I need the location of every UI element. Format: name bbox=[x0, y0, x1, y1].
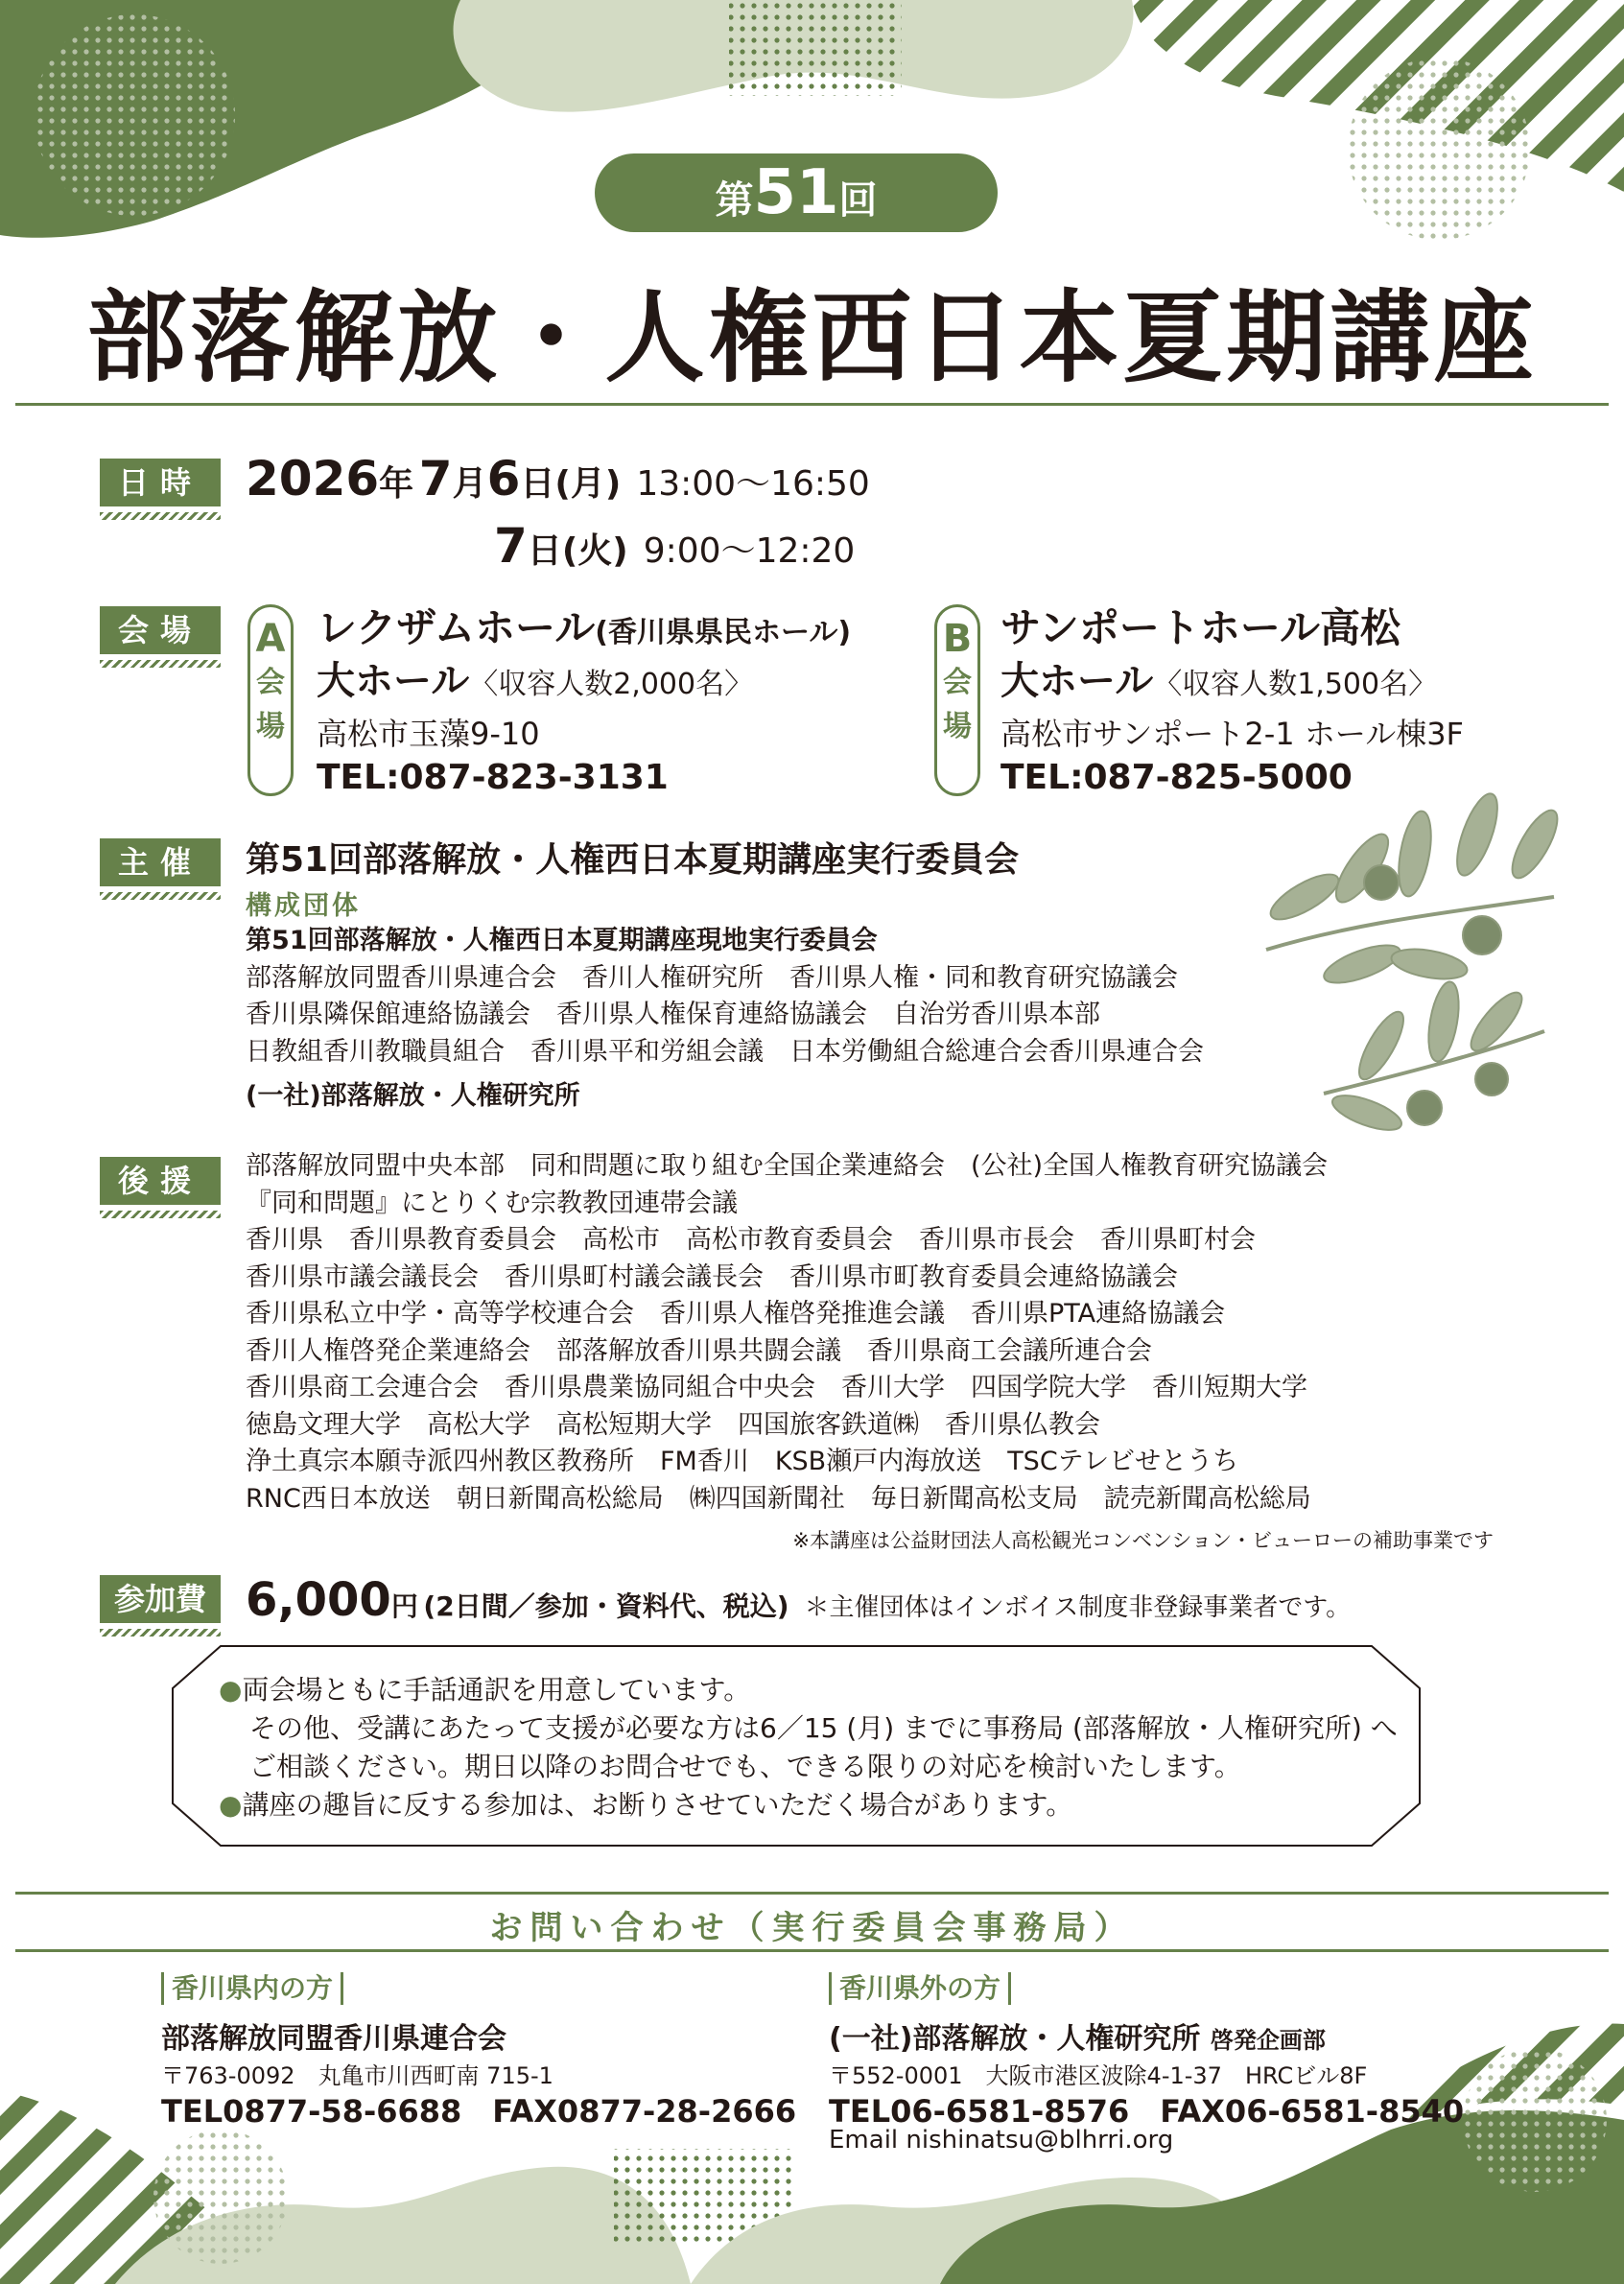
subsidy-note: ※本講座は公益財団法人高松観光コンベンション・ビューローの補助事業です bbox=[792, 1529, 1494, 1552]
bullet-icon: ● bbox=[219, 1789, 243, 1821]
venue-b-address: 高松市サンポート2-1 ホール棟3F bbox=[1000, 716, 1464, 752]
support-list bbox=[246, 1148, 1328, 1518]
venue-a-name-main: レクザムホール bbox=[317, 604, 596, 651]
dots-bottom-left bbox=[153, 2130, 288, 2264]
schedule-month: 7 bbox=[418, 451, 453, 506]
support-line: 香川県商工会連合会 香川県農業協同組合中央会 香川大学 四国学院大学 香川短期大学 bbox=[246, 1373, 1307, 1402]
host-title: 第51回部落解放・人権西日本夏期講座実行委員会 bbox=[246, 840, 1020, 880]
venue-b-capacity: 〈収容人数1,500名〉 bbox=[1153, 668, 1438, 701]
contact-top-rule bbox=[15, 1892, 1609, 1895]
schedule-year: 2026 bbox=[246, 451, 380, 506]
venue-a-letter: A bbox=[255, 617, 286, 661]
notice-line3: ご相談ください。期日以降のお問合せでも、できる限りの対応を検討いたします。 bbox=[249, 1751, 1241, 1782]
venue-a-hall bbox=[317, 650, 753, 705]
dots-top-left bbox=[34, 14, 235, 216]
support-label: 後援 bbox=[100, 1157, 221, 1205]
dots-bottom-right bbox=[1463, 2048, 1607, 2192]
venue-a-name-sub: (香川県県民ホール) bbox=[595, 616, 852, 649]
venue-label: 会場 bbox=[100, 606, 221, 654]
email-outside[interactable]: Email nishinatsu@blhrri.org bbox=[829, 2126, 1174, 2154]
address-inside: 〒763-0092 丸亀市川西町南 715-1 bbox=[161, 2062, 553, 2089]
schedule-day2-time: 9:00～12:20 bbox=[643, 531, 856, 571]
support-line: 香川人権啓発企業連絡会 部落解放香川県共闘会議 香川県商工会議所連合会 bbox=[246, 1335, 1152, 1366]
venue-a-char1: 会 bbox=[256, 666, 285, 699]
host-members-list bbox=[246, 923, 1204, 1116]
venue-a-badge bbox=[247, 604, 294, 796]
fee-note: ＊主催団体はインボイス制度非登録事業者です。 bbox=[804, 1593, 1352, 1622]
notice-line4: 講座の趣旨に反する参加は、お断りさせていただく場合があります。 bbox=[242, 1789, 1073, 1821]
venue-b-char1: 会 bbox=[943, 666, 972, 699]
venue-a-name bbox=[317, 597, 851, 654]
edition-number: 51 bbox=[753, 157, 839, 228]
fee-label: 参加費 bbox=[100, 1575, 221, 1623]
org-inside: 部落解放同盟香川県連合会 bbox=[161, 2022, 506, 2056]
contact-heading: お問い合わせ（実行委員会事務局） bbox=[489, 1909, 1135, 1947]
venue-b-char2: 場 bbox=[943, 710, 972, 743]
support-line: 徳島文理大学 高松大学 高松短期大学 四国旅客鉄道㈱ 香川県仏教会 bbox=[246, 1409, 1100, 1440]
org-outside-name: (一社)部落解放・人権研究所 bbox=[829, 2022, 1201, 2056]
notice-text bbox=[219, 1671, 1398, 1825]
olive-branch-illustration bbox=[1264, 789, 1565, 1138]
venue-b-hall bbox=[1000, 650, 1437, 705]
org-outside-dept: 啓発企画部 bbox=[1210, 2027, 1326, 2054]
institute-name: (一社)部落解放・人権研究所 bbox=[246, 1081, 580, 1111]
members-heading: 構成団体 bbox=[246, 891, 361, 921]
schedule-day2-day: 7 bbox=[494, 518, 528, 574]
venue-b-letter: B bbox=[942, 617, 973, 661]
telfax-outside: TEL06-6581-8576 FAX06-6581-8540 bbox=[829, 2093, 1465, 2130]
edition-suffix: 回 bbox=[838, 178, 878, 223]
bullet-icon: ● bbox=[219, 1674, 243, 1706]
member-line: 部落解放同盟香川県連合会 香川人権研究所 香川県人権・同和教育研究協議会 bbox=[246, 962, 1178, 993]
support-line: 部落解放同盟中央本部 同和問題に取り組む全国企業連絡会 (公社)全国人権教育研究協議会 bbox=[246, 1151, 1329, 1181]
schedule-day1-weekday: (月) bbox=[554, 464, 622, 504]
schedule-label: 日時 bbox=[100, 459, 221, 506]
schedule-day1-unit: 日 bbox=[520, 464, 555, 504]
member-line: 日教組香川教職員組合 香川県平和労組会議 日本労働組合総連合会香川県連合会 bbox=[246, 1036, 1204, 1067]
schedule-day1-time: 13:00～16:50 bbox=[636, 464, 870, 504]
support-line: 香川県市議会議長会 香川県町村議会議長会 香川県市町教育委員会連絡協議会 bbox=[246, 1261, 1178, 1292]
schedule-day1 bbox=[246, 451, 870, 506]
schedule-month-unit: 月 bbox=[452, 464, 487, 504]
contact-bottom-rule bbox=[15, 1949, 1609, 1952]
title-divider bbox=[15, 403, 1609, 406]
dots-top-middle bbox=[729, 0, 902, 96]
edition-badge bbox=[595, 153, 998, 232]
venue-b-tel: TEL:087-825-5000 bbox=[1000, 758, 1353, 797]
support-line: 浄土真宗本願寺派四州教区教務所 FM香川 KSB瀬戸内海放送 TSCテレビせとうち bbox=[246, 1447, 1239, 1476]
schedule-day2 bbox=[494, 518, 855, 574]
local-committee: 第51回部落解放・人権西日本夏期講座現地実行委員会 bbox=[246, 926, 878, 955]
region-outside: 香川県外の方 bbox=[829, 1972, 1011, 2005]
venue-a-tel: TEL:087-823-3131 bbox=[317, 758, 669, 797]
fee-detail: (2日間／参加・資料代、税込) bbox=[423, 1590, 789, 1622]
page-title: 部落解放・人権西日本夏期講座 bbox=[86, 279, 1538, 396]
venue-a-address: 高松市玉藻9-10 bbox=[317, 716, 540, 752]
support-line: 『同和問題』にとりくむ宗教教団連帯会議 bbox=[246, 1188, 738, 1218]
dots-top-right bbox=[1348, 58, 1530, 240]
telfax-inside: TEL0877-58-6688 FAX0877-28-2666 bbox=[161, 2093, 797, 2130]
schedule-day2-unit: 日 bbox=[527, 531, 562, 571]
fee-unit: 円 bbox=[390, 1590, 418, 1622]
member-line: 香川県隣保館連絡協議会 香川県人権保育連絡協議会 自治労香川県本部 bbox=[246, 1000, 1100, 1029]
host-label: 主催 bbox=[100, 838, 221, 886]
venue-a-char2: 場 bbox=[256, 710, 285, 743]
fee-info bbox=[246, 1573, 1351, 1627]
org-outside bbox=[829, 2014, 1326, 2057]
address-outside: 〒552-0001 大阪市港区波除4-1-37 HRCビル8F bbox=[829, 2062, 1368, 2089]
schedule-day2-weekday: (火) bbox=[561, 531, 628, 571]
venue-b-badge bbox=[934, 604, 980, 796]
venue-a-capacity: 〈収容人数2,000名〉 bbox=[469, 668, 754, 701]
schedule-day1-day: 6 bbox=[486, 451, 521, 506]
notice-line1: 両会場ともに手話通訳を用意しています。 bbox=[242, 1674, 751, 1706]
region-inside: 香川県内の方 bbox=[161, 1972, 343, 2005]
venue-a-hall-name: 大ホール bbox=[317, 659, 470, 703]
venue-b-name: サンポートホール高松 bbox=[1000, 604, 1401, 651]
schedule-year-unit: 年 bbox=[379, 464, 414, 504]
support-line: 香川県私立中学・高等学校連合会 香川県人権啓発推進会議 香川県PTA連絡協議会 bbox=[246, 1299, 1226, 1329]
edition-prefix: 第 bbox=[715, 178, 754, 223]
support-line: RNC西日本放送 朝日新聞高松総局 ㈱四国新聞社 毎日新聞高松支局 読売新聞高松総局 bbox=[246, 1483, 1311, 1514]
support-line: 香川県 香川県教育委員会 高松市 高松市教育委員会 香川県市長会 香川県町村会 bbox=[246, 1225, 1256, 1255]
fee-amount: 6,000 bbox=[246, 1573, 391, 1627]
venue-b-hall-name: 大ホール bbox=[1000, 659, 1154, 703]
notice-line2: その他、受講にあたって支援が必要な方は6／15 (月) までに事務局 (部落解放・人権研究所) へ bbox=[249, 1712, 1398, 1744]
